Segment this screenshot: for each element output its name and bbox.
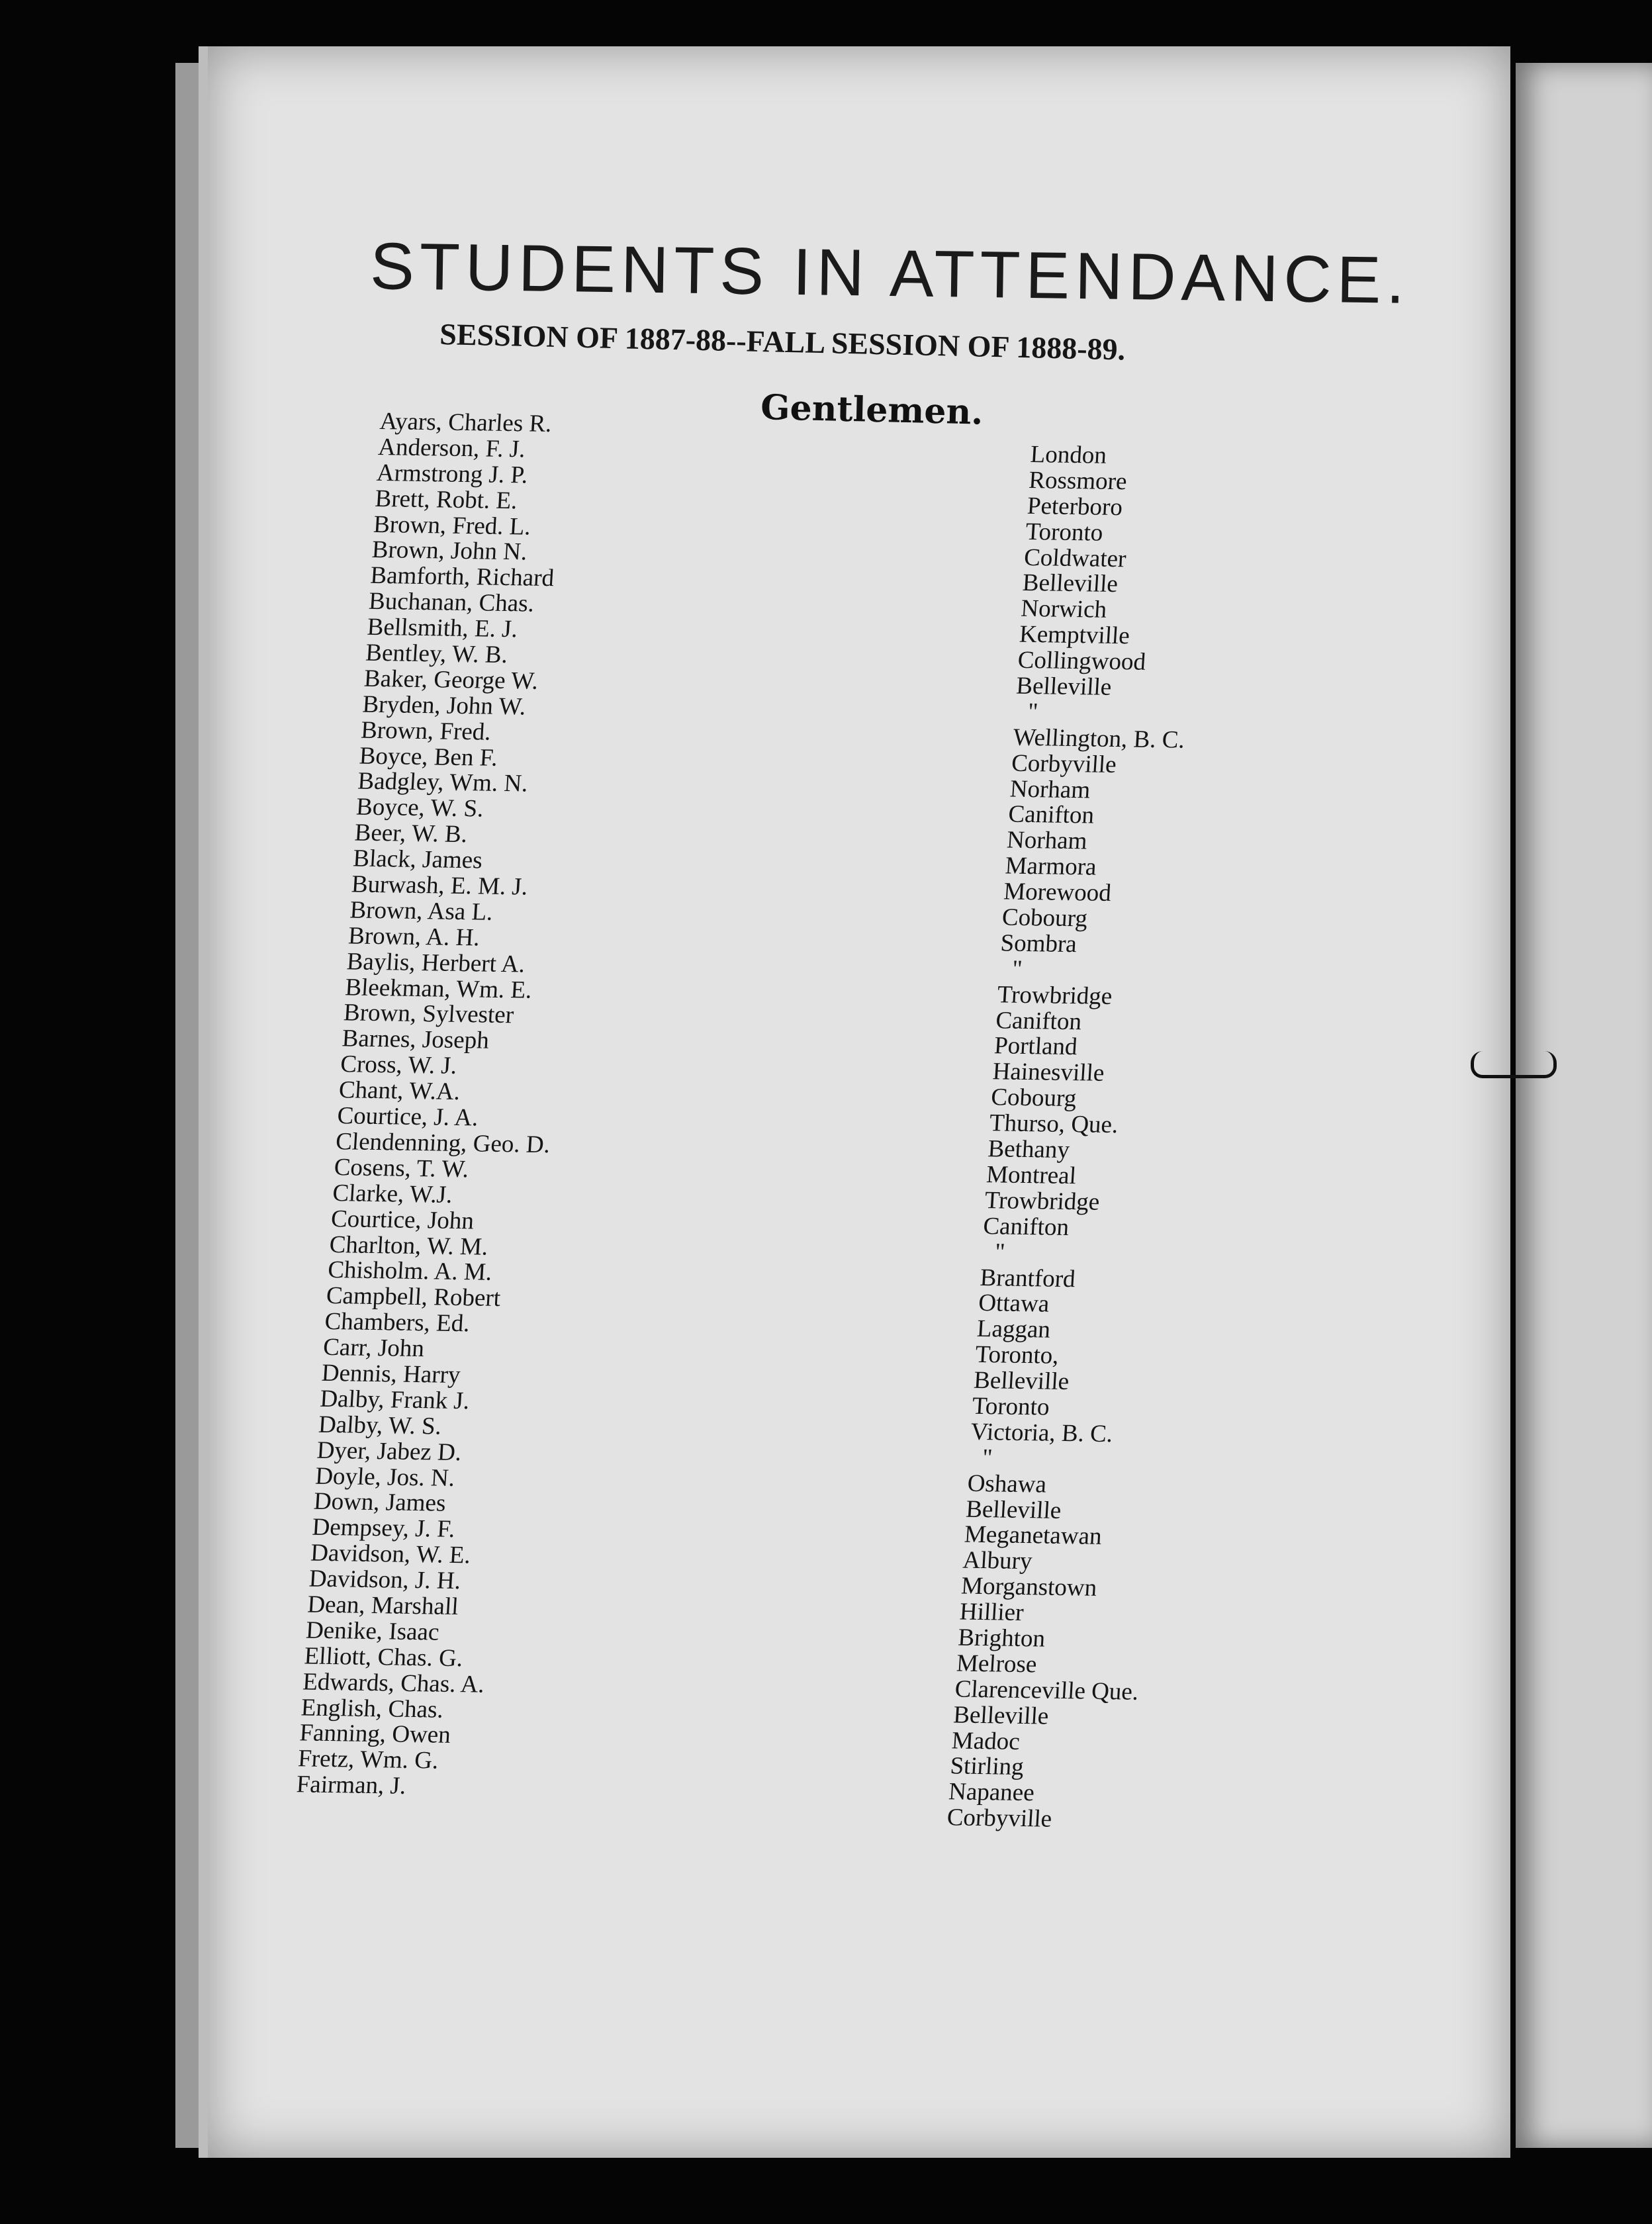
- student-hometown: Sombra: [999, 929, 1078, 958]
- student-name: Clendenning, Geo. D.: [335, 1128, 551, 1159]
- student-name: Boyce, W. S.: [355, 793, 484, 823]
- student-hometown: Brantford: [979, 1264, 1076, 1293]
- student-name: Anderson, F. J.: [377, 433, 526, 463]
- student-hometown: Norwich: [1020, 595, 1108, 624]
- page-title: STUDENTS IN ATTENDANCE.: [369, 228, 1411, 318]
- student-hometown: Morewood: [1003, 878, 1113, 907]
- student-name: Baylis, Herbert A.: [345, 948, 526, 978]
- student-name: Fanning, Owen: [298, 1719, 452, 1749]
- student-name: Brown, A. H.: [347, 922, 481, 952]
- student-name: Black, James: [352, 845, 483, 874]
- student-name: Bamforth, Richard: [369, 562, 555, 592]
- student-name: Bleekman, Wm. E.: [344, 973, 533, 1004]
- student-name: Buchanan, Chas.: [367, 588, 535, 618]
- student-name: Dalby, W. S.: [317, 1411, 443, 1440]
- student-hometown: Norham: [1009, 775, 1091, 804]
- student-name: Dean, Marshall: [306, 1591, 459, 1621]
- student-hometown: Ottawa: [978, 1289, 1050, 1318]
- student-name: Edwards, Chas. A.: [302, 1668, 486, 1698]
- student-hometown: Toronto,: [974, 1341, 1060, 1369]
- facing-page: [1516, 63, 1652, 2148]
- student-name: Bentley, W. B.: [365, 639, 509, 669]
- student-hometown: Thurso, Que.: [988, 1109, 1119, 1139]
- student-hometown: Napanee: [948, 1778, 1035, 1807]
- student-hometown: Trowbridge: [984, 1186, 1101, 1216]
- student-hometown: Peterboro: [1026, 492, 1124, 521]
- student-hometown: Belleville: [952, 1701, 1050, 1730]
- student-hometown: Collingwood: [1017, 646, 1147, 676]
- student-name: Cosens, T. W.: [333, 1153, 470, 1183]
- student-hometown: Cobourg: [1001, 904, 1089, 933]
- student-hometown: Corbyville: [946, 1804, 1053, 1833]
- student-name: Chisholm. A. M.: [327, 1256, 493, 1287]
- student-hometown: Canifton: [982, 1212, 1070, 1241]
- student-name: Beer, W. B.: [353, 819, 469, 849]
- student-name: Brown, Asa L.: [349, 896, 494, 926]
- student-name: Dalby, Frank J.: [319, 1385, 471, 1415]
- student-name: Dempsey, J. F.: [311, 1513, 456, 1544]
- student-name: Brown, Fred. L.: [373, 510, 531, 541]
- student-hometown: Kemptville: [1018, 621, 1130, 650]
- student-name: Armstrong J. P.: [375, 459, 529, 489]
- student-hometown: Albury: [962, 1546, 1033, 1575]
- student-hometown: ": [981, 1444, 993, 1471]
- student-name: Baker, George W.: [363, 665, 539, 695]
- student-hometown: Cobourg: [990, 1084, 1078, 1113]
- student-name: Carr, John: [322, 1333, 426, 1363]
- student-hometown: Portland: [993, 1032, 1078, 1061]
- student-hometown: Canifton: [1007, 801, 1095, 830]
- student-hometown: ": [993, 1238, 1006, 1266]
- student-hometown: Laggan: [976, 1315, 1052, 1344]
- binding-ring: [1471, 1051, 1557, 1078]
- student-name: Bellsmith, E. J.: [366, 613, 519, 643]
- student-hometown: Brighton: [957, 1624, 1046, 1653]
- student-hometown: Belleville: [965, 1495, 1062, 1524]
- student-hometown: Belleville: [1021, 569, 1119, 598]
- student-hometown: Trowbridge: [996, 981, 1113, 1010]
- student-name: Doyle, Jos. N.: [314, 1462, 456, 1492]
- student-hometown: Stirling: [949, 1752, 1025, 1781]
- student-hometown: Belleville: [1015, 672, 1113, 701]
- student-name: Cross, W. J.: [340, 1050, 458, 1080]
- student-hometown: Clarenceville Que.: [954, 1675, 1140, 1706]
- student-name: Charlton, W. M.: [328, 1230, 489, 1261]
- student-hometown: Canifton: [995, 1006, 1083, 1035]
- student-name: Brown, John N.: [371, 536, 528, 566]
- student-hometown: ": [1027, 698, 1039, 726]
- student-name: Dennis, Harry: [320, 1359, 461, 1389]
- student-name: Brown, Fred.: [360, 716, 492, 746]
- student-hometown: Madoc: [950, 1726, 1021, 1755]
- student-name: Ayars, Charles R.: [379, 408, 553, 438]
- student-hometown: Wellington, B. C.: [1012, 723, 1186, 754]
- student-hometown: Corbyville: [1011, 749, 1117, 778]
- student-name: Denike, Isaac: [304, 1616, 440, 1646]
- student-name: Elliott, Chas. G.: [303, 1642, 464, 1672]
- student-hometown: Hainesville: [991, 1058, 1105, 1088]
- student-name: English, Chas.: [300, 1693, 445, 1724]
- student-hometown: Norham: [1005, 826, 1088, 855]
- student-name: Badgley, Wm. N.: [357, 768, 529, 798]
- student-name: Davidson, W. E.: [310, 1539, 472, 1569]
- student-hometown: ": [1011, 955, 1023, 983]
- student-name: Barnes, Joseph: [341, 1025, 490, 1055]
- student-hometown: Toronto: [971, 1392, 1050, 1421]
- student-hometown: Belleville: [973, 1366, 1070, 1396]
- student-hometown: Oshawa: [966, 1469, 1048, 1499]
- student-hometown: Coldwater: [1023, 543, 1127, 573]
- student-hometown: London: [1029, 441, 1108, 469]
- session-subtitle: SESSION OF 1887-88--FALL SESSION OF 1888-89.: [439, 316, 1126, 367]
- student-name: Davidson, J. H.: [308, 1565, 462, 1595]
- student-hometown: Bethany: [987, 1135, 1071, 1164]
- student-name: Fretz, Wm. G.: [297, 1745, 439, 1775]
- student-hometown: Montreal: [986, 1161, 1078, 1190]
- student-hometown: Marmora: [1004, 852, 1097, 881]
- student-name: Fairman, J.: [295, 1771, 407, 1800]
- student-name: Brett, Robt. E.: [374, 485, 518, 514]
- student-hometown: Hillier: [958, 1598, 1025, 1627]
- student-name: Boyce, Ben F.: [358, 742, 498, 772]
- student-name: Chambers, Ed.: [324, 1308, 471, 1338]
- student-hometown: Morganstown: [960, 1572, 1098, 1602]
- student-name: Bryden, John W.: [361, 690, 527, 721]
- student-name: Courtice, John: [330, 1205, 475, 1234]
- student-hometown: Rossmore: [1028, 466, 1128, 496]
- student-name: Dyer, Jabez D.: [316, 1436, 463, 1466]
- student-hometown: Victoria, B. C.: [970, 1418, 1114, 1448]
- student-name: Burwash, E. M. J.: [350, 870, 529, 901]
- student-hometown: Toronto: [1025, 518, 1104, 547]
- student-name: Courtice, J. A.: [336, 1102, 479, 1132]
- student-name: Campbell, Robert: [325, 1282, 502, 1313]
- student-hometown: Melrose: [955, 1649, 1038, 1679]
- student-name: Clarke, W.J.: [332, 1179, 453, 1209]
- student-hometown: Meganetawan: [963, 1521, 1103, 1551]
- student-name: Chant, W.A.: [338, 1076, 461, 1106]
- student-name: Down, James: [312, 1488, 447, 1518]
- section-heading: Gentlemen.: [760, 387, 984, 433]
- student-name: Brown, Sylvester: [342, 999, 515, 1029]
